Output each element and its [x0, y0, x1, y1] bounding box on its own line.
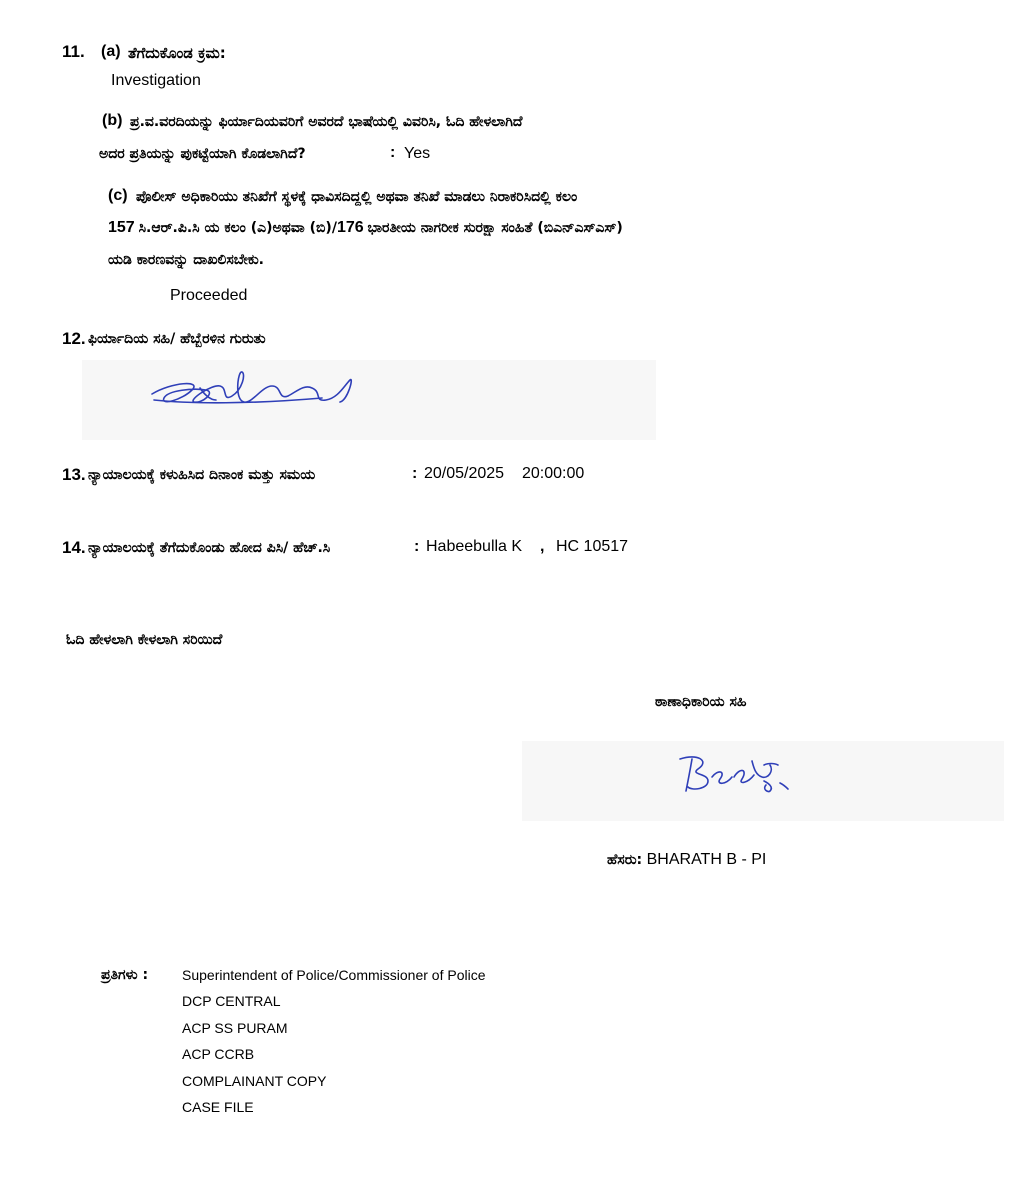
item-11c-line2-end: ಭಾರತೀಯ ನಾಗರೀಕ ಸುರಕ್ಷಾ ಸಂಹಿತೆ (ಬಿಎನ್ಎಸ್ಎಸ್) [367, 220, 623, 236]
copies-item: ACP CCRB [182, 1046, 255, 1062]
officer-name [607, 851, 766, 869]
item-14-separator: , [540, 538, 545, 555]
copies-label: ಪ್ರತಿಗಳು : [101, 967, 149, 983]
item-13-label: ನ್ಯಾಯಾಲಯಕ್ಕೆ ಕಳುಹಿಸಿದ ದಿನಾಂಕ ಮತ್ತು ಸಮಯ [88, 467, 316, 483]
item-13-time: 20:00:00 [522, 465, 585, 482]
complainant-signature-icon [82, 360, 656, 440]
item-11b-line2: ಅದರ ಪ್ರತಿಯನ್ನು ಪುಕಟ್ಟೆಯಾಗಿ ಕೊಡಲಾಗಿದೆ? [99, 146, 306, 162]
officer-signature-icon [522, 741, 1004, 821]
complainant-signature [82, 360, 656, 440]
item-11-number: 11. [62, 42, 85, 61]
item-12-label: ಫಿರ್ಯಾದಿಯ ಸಹಿ/ ಹೆಬ್ಬೆರಳಿನ ಗುರುತು [88, 331, 266, 347]
item-14-label: ನ್ಯಾಯಾಲಯಕ್ಕೆ ತೆಗೆದುಕೊಂಡು ಹೋದ ಪಿಸಿ/ ಹೆಚ್.ಸಿ [88, 540, 331, 556]
item-13-date: 20/05/2025 [424, 465, 505, 482]
item-12-number: 12. [62, 329, 86, 348]
officer-sign-label: ಠಾಣಾಧಿಕಾರಿಯ ಸಹಿ [655, 694, 747, 710]
item-13-colon: : [412, 465, 418, 482]
item-11c-line2 [108, 219, 623, 237]
item-11a-label: ತೆಗೆದುಕೊಂಡ ಕ್ರಮ: [128, 44, 226, 62]
item-14-number: 14. [62, 538, 86, 557]
item-11a-prefix: (a) [101, 43, 121, 60]
copies-item: Superintendent of Police/Commissioner of Police [182, 967, 486, 983]
copies-item: COMPLAINANT COPY [182, 1073, 327, 1089]
item-14-name: Habeebulla K [426, 538, 523, 555]
item-11c-line2-mid: ಸಿ.ಆರ್.ಪಿ.ಸಿ ಯ ಕಲಂ (ಎ)ಅಥವಾ (ಬಿ)/ [138, 220, 337, 236]
item-14-designation: HC 10517 [556, 538, 629, 555]
item-13-number: 13. [62, 465, 86, 484]
item-11c-line2-num2: 176 [336, 219, 364, 236]
item-11b-prefix: (b) [102, 112, 123, 129]
copies-item: ACP SS PURAM [182, 1020, 288, 1036]
item-11b-value: Yes [404, 145, 431, 162]
item-11c-prefix: (c) [108, 187, 128, 204]
item-14-colon: : [414, 538, 420, 555]
copies-item: CASE FILE [182, 1099, 254, 1115]
officer-name-value: BHARATH B - PI [646, 851, 767, 868]
officer-name-label: ಹೆಸರು: [607, 852, 643, 868]
item-11c-line3: ಯಡಿ ಕಾರಣವನ್ನು ದಾಖಲಿಸಬೇಕು. [108, 252, 265, 268]
item-11c-value: Proceeded [170, 287, 248, 304]
copies-item: DCP CENTRAL [182, 993, 281, 1009]
item-11c-line1: ಪೊಲೀಸ್ ಅಧಿಕಾರಿಯು ತನಿಖೆಗೆ ಸ್ಥಳಕ್ಕೆ ಧಾವಿಸದಿದ್ದಲ್ಲಿ ಅಥವಾ ತನಿಖೆ ಮಾಡಲು ನಿರಾಕರಿಸಿದಲ್ಲಿ ಕಲಂ [136, 189, 578, 205]
item-11a-value: Investigation [111, 72, 201, 89]
read-over-statement: ಓದಿ ಹೇಳಲಾಗಿ ಕೇಳಲಾಗಿ ಸರಿಯಿದೆ [66, 632, 223, 648]
officer-signature [522, 741, 1004, 821]
item-11c-line2-num: 157 [108, 219, 135, 236]
item-11b-line1: ಪ್ರ.ವ.ವರದಿಯನ್ನು ಫಿರ್ಯಾದಿಯವರಿಗೆ ಅವರದೆ ಭಾಷೆಯಲ್ಲಿ ವಿವರಿಸಿ, ಓದಿ ಹೇಳಲಾಗಿದೆ [130, 114, 523, 130]
item-11b-colon: : [390, 144, 396, 161]
